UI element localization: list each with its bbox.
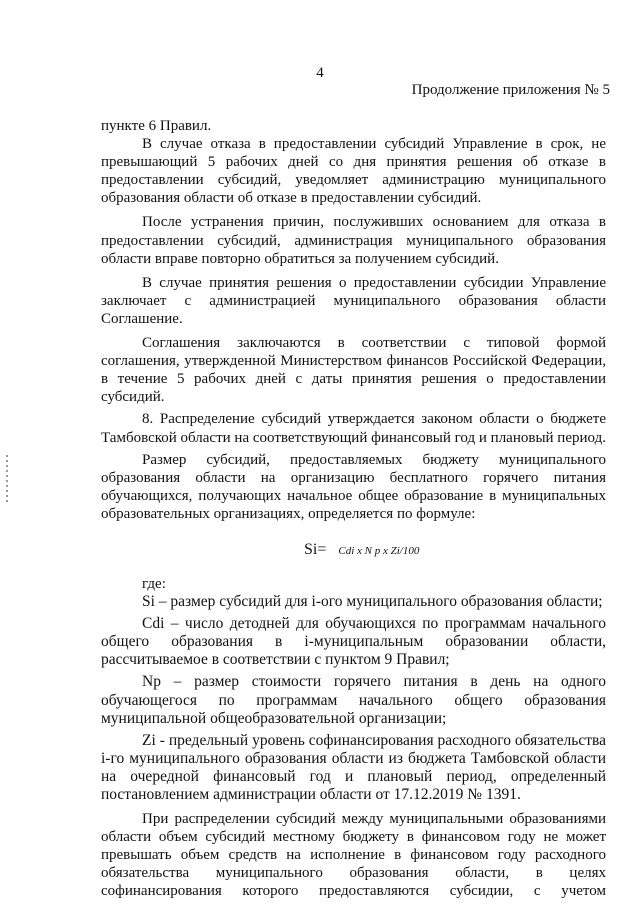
scan-edge-mark xyxy=(6,455,8,503)
document-body xyxy=(101,117,606,901)
formula-rhs: Cdi x N p x Zi/100 xyxy=(338,544,420,557)
definition-si: Si – размер субсидий для i-ого муниципального образования области; xyxy=(142,593,603,611)
paragraph-refusal-notice: В случае отказа в предоставлении субсидий Управление в срок, не превышающий 5 рабочих дней со дня принятия решения об отказе в предоставлении субсидий, уведомляет администрацию муниципального образования области об отказе в предоставлении субсидий. xyxy=(101,136,606,207)
definition-cdi: Cdi – число детодней для обучающихся по программам начального общего образования в i-муниципальным образовании области, рассчитываемое в соответствии с пунктом 9 Правил; xyxy=(101,615,606,669)
appendix-title: Продолжение приложения № 5 xyxy=(411,82,610,98)
paragraph-continuation: пункте 6 Правил. xyxy=(101,118,212,134)
subsidy-formula xyxy=(101,540,606,561)
paragraph-distribution: 8. Распределение субсидий утверждается законом области о бюджете Тамбовской области на соответствующий финансовый год и плановый период. xyxy=(101,411,606,446)
where-label: где: xyxy=(142,575,166,592)
page-number: 4 xyxy=(316,65,324,81)
paragraph-distribution-limit: При распределении субсидий между муниципальными образованиями области объем субсидий местному бюджету в финансовом году не может превышать объем средств на исполнение в финансовом году расходного обязательства муниципального образования области, в целях софинансирования которого предоставляются субсидии, с учетом xyxy=(101,811,606,900)
definition-zi: Zi - предельный уровень софинансирования расходного обязательства i-го муниципального образования области из бюджета Тамбовской области на очередной финансовый год и плановый период, определенный постановлением администрации области от 17.12.2019 № 1391. xyxy=(101,731,606,803)
paragraph-agreement-form: Соглашения заключаются в соответствии с типовой формой соглашения, утвержденной Министерством финансов Российской Федерации, в течение 5 рабочих дней с даты принятия решения о предоставлении субсидий. xyxy=(101,335,606,406)
paragraph-subsidy-size: Размер субсидий, предоставляемых бюджету муниципального образования области на организацию бесплатного горячего питания обучающихся, получающих начальное общее образование в муниципальных образовательных организациях, определяется по формуле: xyxy=(101,451,606,522)
paragraph-agreement-conclusion: В случае принятия решения о предоставлении субсидии Управление заключает с администрацией муниципального образования области Соглашение. xyxy=(101,274,606,327)
definition-np: Np – размер стоимости горячего питания в день на одного обучающегося по программам начального общего образования муниципальной общеобразовательной организации; xyxy=(101,673,606,727)
paragraph-reapply: После устранения причин, послуживших основанием для отказа в предоставлении субсидий, администрация муниципального образования области вправе повторно обратиться за получением субсидий. xyxy=(101,214,606,267)
formula-lhs: Si= xyxy=(304,540,327,558)
